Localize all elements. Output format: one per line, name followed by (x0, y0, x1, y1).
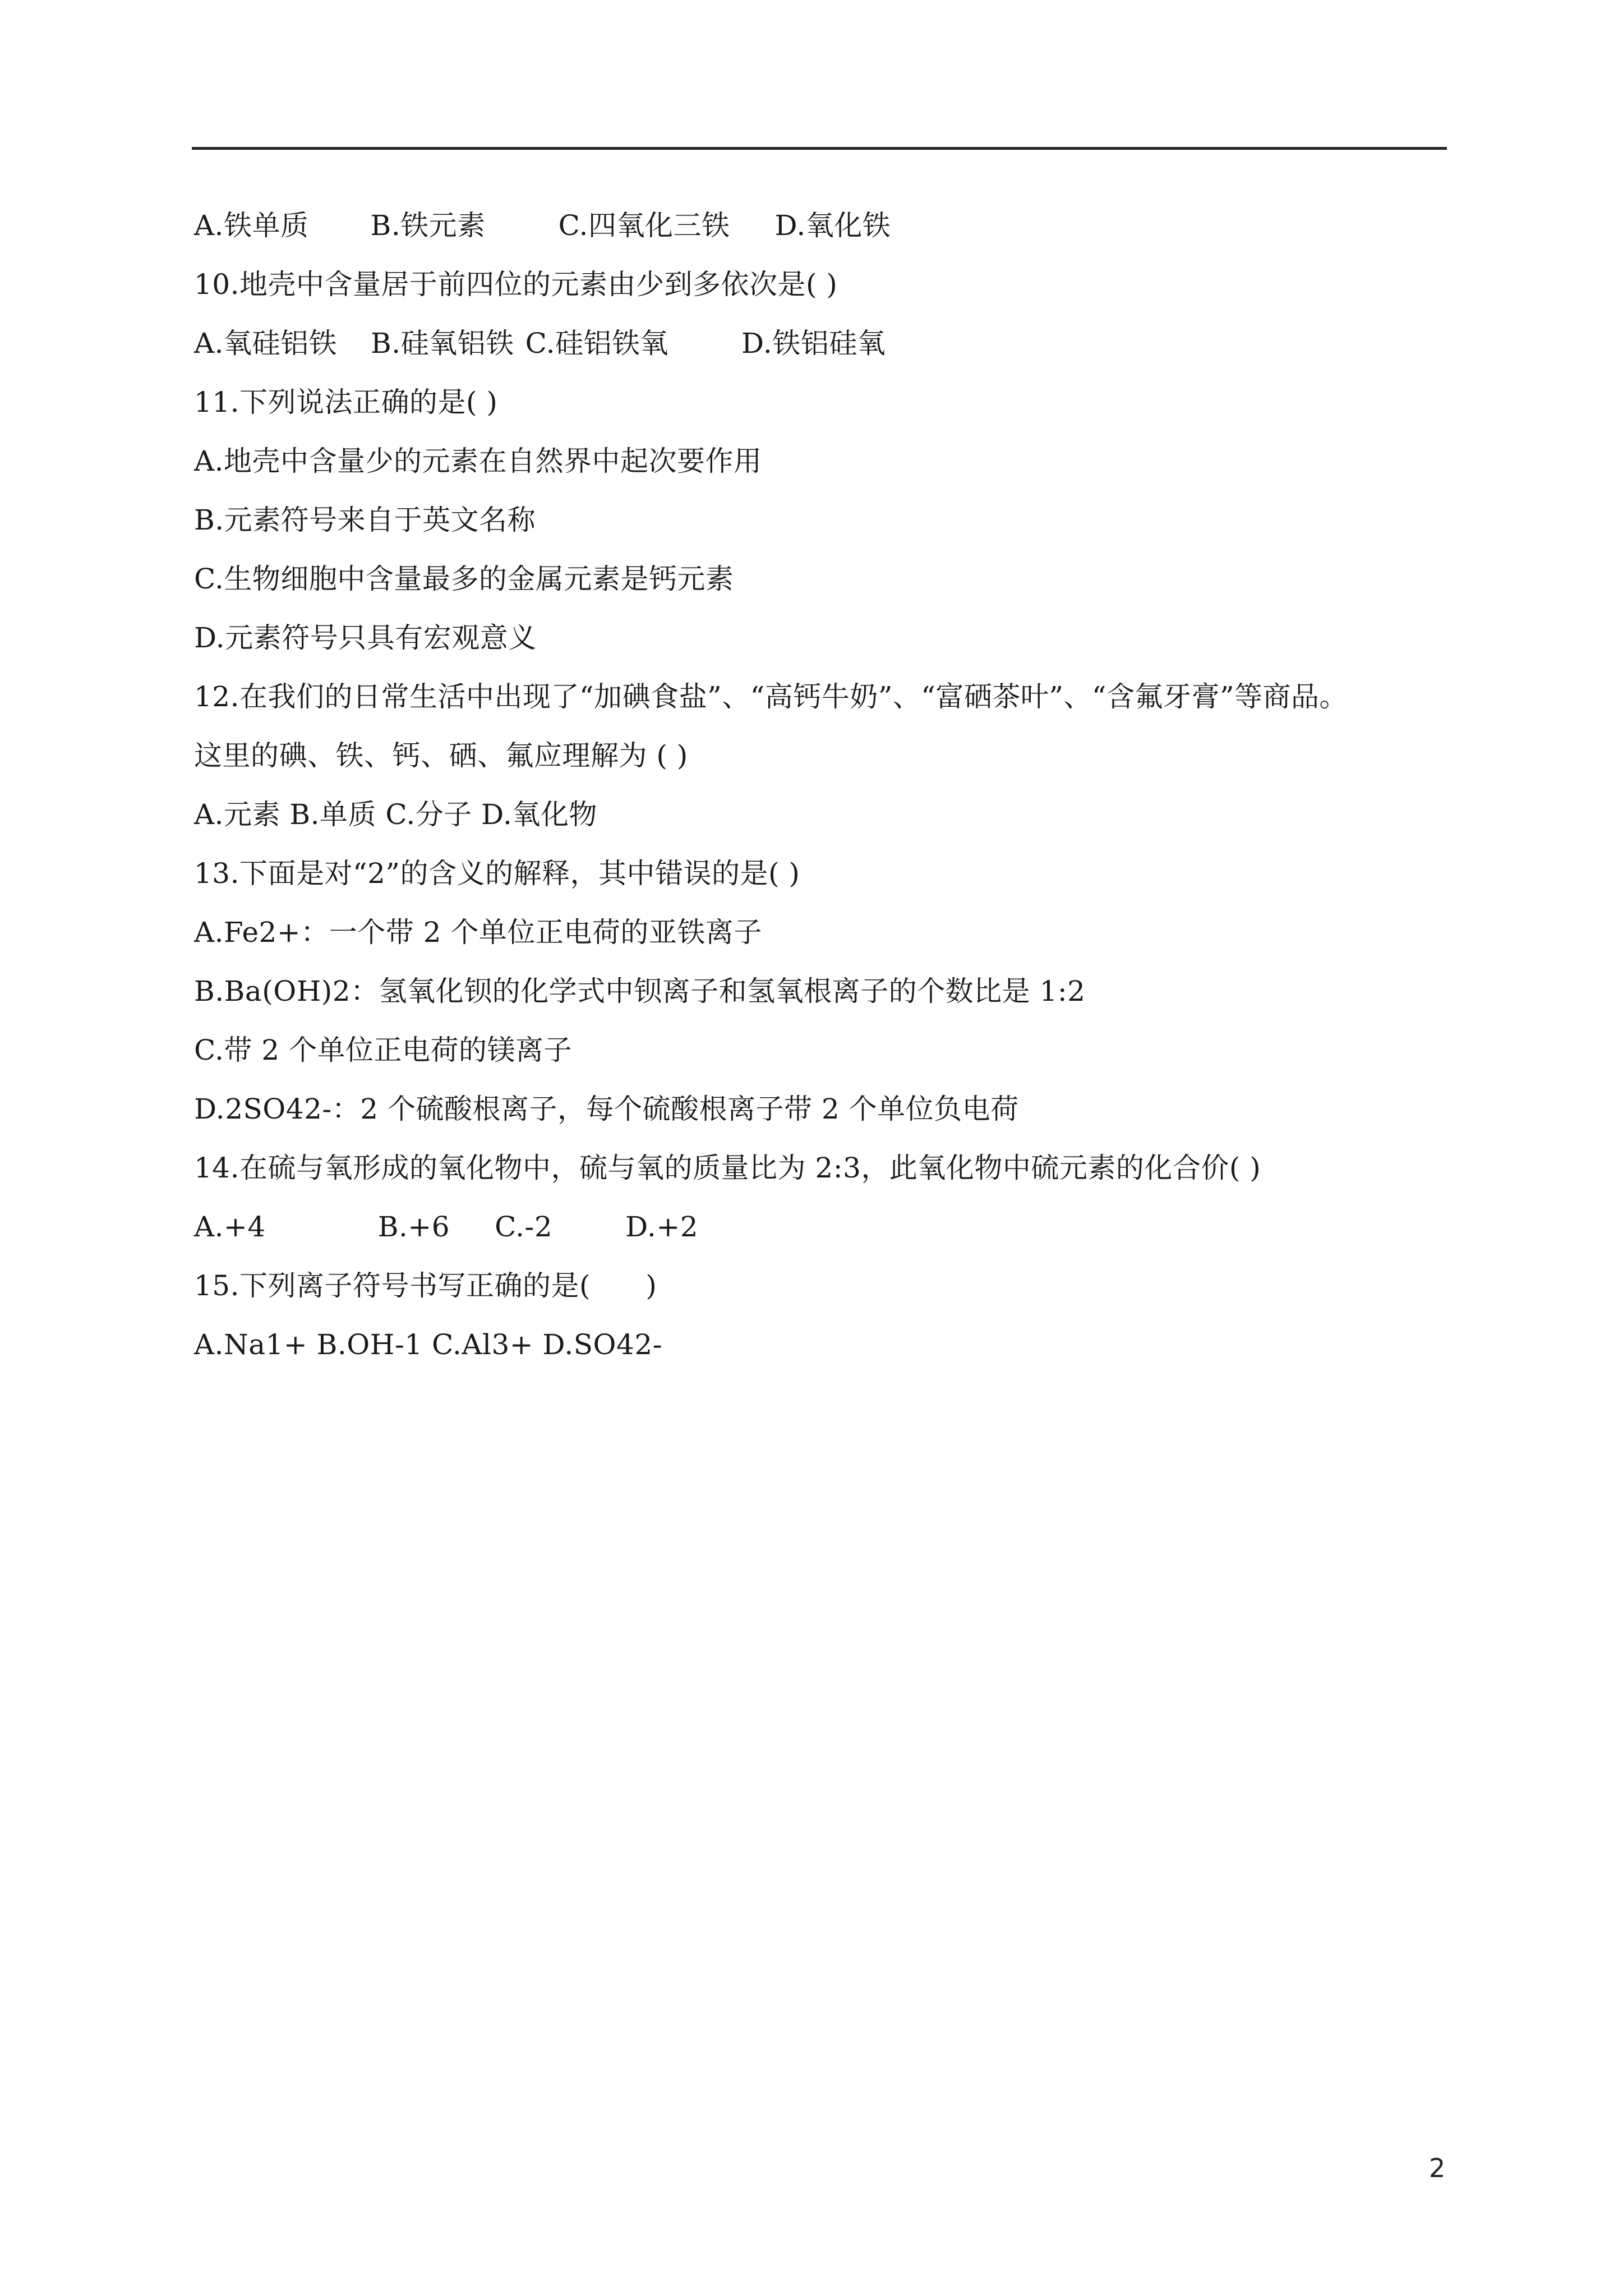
answer-option: C.硅铝铁氧 (525, 327, 669, 360)
text-line: D.2SO42-：2 个硫酸根离子，每个硫酸根离子带 2 个单位负电荷 (194, 1093, 1019, 1125)
answer-options-line (194, 321, 1450, 380)
answer-option: A.铁单质 (194, 209, 309, 242)
header-rule (192, 147, 1447, 150)
page-number: 2 (1429, 2153, 1446, 2183)
answer-option: A.+4 (194, 1211, 266, 1243)
answer-options-line (194, 1204, 1450, 1263)
question-stem: 14.在硫与氧形成的氧化物中，硫与氧的质量比为 2:3，此氧化物中硫元素的化合价( ) (194, 1152, 1261, 1184)
text-line: C.生物细胞中含量最多的金属元素是钙元素 (194, 563, 734, 595)
answer-option: D.氧化铁 (774, 209, 891, 242)
answer-option: B.铁元素 (370, 209, 486, 242)
answer-option: C.四氧化三铁 (558, 209, 730, 242)
question-stem: 11.下列说法正确的是( ) (194, 386, 498, 418)
answer-option: B.+6 (377, 1211, 450, 1243)
text-line: B.元素符号来自于英文名称 (194, 504, 536, 536)
answer-option: D.+2 (625, 1211, 699, 1243)
answer-option: D.铁铝硅氧 (741, 327, 886, 360)
question-stem: 15.下列离子符号书写正确的是( ) (194, 1269, 657, 1302)
text-line: A.地壳中含量少的元素在自然界中起次要作用 (194, 445, 762, 477)
text-line: D.元素符号只具有宏观意义 (194, 622, 537, 654)
answer-option: C.-2 (495, 1211, 553, 1243)
document-body (194, 203, 1450, 1381)
question-stem: 10.地壳中含量居于前四位的元素由少到多依次是( ) (194, 268, 838, 301)
text-line: B.Ba(OH)2：氢氧化钡的化学式中钡离子和氢氧根离子的个数比是 1:2 (194, 975, 1086, 1007)
question-stem: 12.在我们的日常生活中出现了“加碘食盐”、“高钙牛奶”、“富硒茶叶”、“含氟牙膏”等商品。 (194, 680, 1348, 713)
text-line: A.Na1+ B.OH-1 C.Al3+ D.SO42- (194, 1328, 663, 1361)
answer-option: A.氧硅铝铁 (194, 327, 338, 360)
answer-options-line (194, 203, 1450, 262)
text-line: C.带 2 个单位正电荷的镁离子 (194, 1034, 572, 1066)
text-line: A.元素 B.单质 C.分子 D.氧化物 (194, 798, 597, 831)
text-line: 这里的碘、铁、钙、硒、氟应理解为 ( ) (194, 739, 688, 772)
answer-option: B.硅氧铝铁 (371, 327, 514, 360)
question-stem: 13.下面是对“2”的含义的解释，其中错误的是( ) (194, 857, 800, 890)
text-line: A.Fe2+：一个带 2 个单位正电荷的亚铁离子 (194, 916, 762, 949)
